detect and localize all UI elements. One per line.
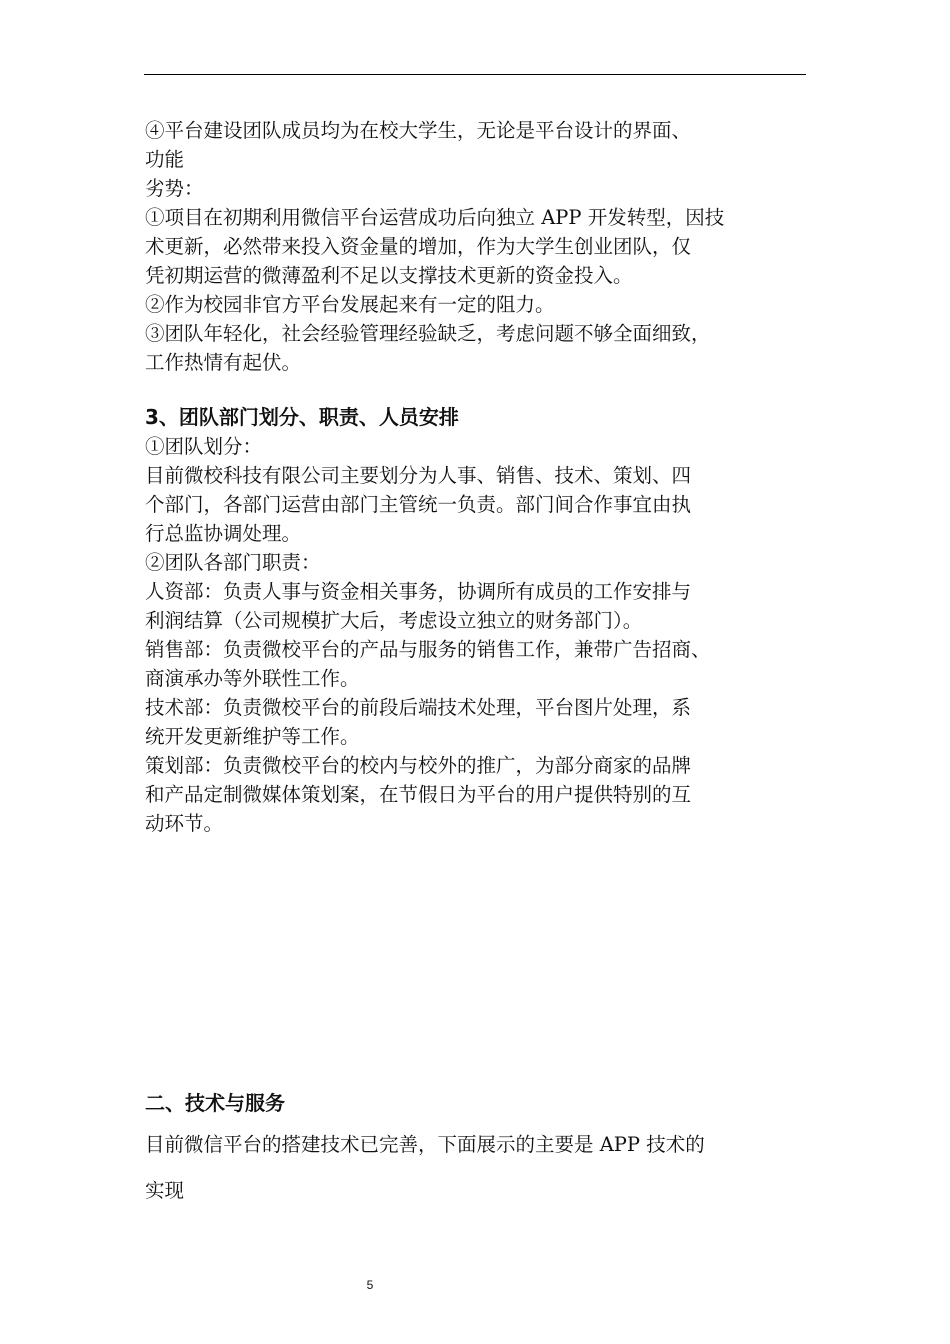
weakness-label: 劣势： bbox=[145, 177, 204, 200]
paragraph-line: 统开发更新维护等工作。 bbox=[145, 725, 360, 748]
paragraph-line: ①项目在初期利用微信平台运营成功后向独立 APP 开发转型，因技 bbox=[145, 206, 725, 229]
paragraph-line: ②团队各部门职责： bbox=[145, 551, 321, 574]
paragraph-line: 工作热情有起伏。 bbox=[145, 351, 302, 374]
paragraph-line: 动环节。 bbox=[145, 812, 224, 835]
paragraph-line: 功能 bbox=[145, 148, 185, 171]
section-2-heading: 二、技术与服务 bbox=[145, 1091, 285, 1115]
paragraph-line: ③团队年轻化，社会经验管理经验缺乏，考虑问题不够全面细致， bbox=[145, 322, 711, 345]
paragraph-line: 目前微校科技有限公司主要划分为人事、销售、技术、策划、四 bbox=[145, 464, 692, 487]
paragraph-line: 商演承办等外联性工作。 bbox=[145, 667, 360, 690]
paragraph-line: ④平台建设团队成员均为在校大学生，无论是平台设计的界面、 bbox=[145, 119, 692, 142]
paragraph-line: 销售部：负责微校平台的产品与服务的销售工作，兼带广告招商、 bbox=[145, 638, 711, 661]
paragraph-line: 人资部：负责人事与资金相关事务，协调所有成员的工作安排与 bbox=[145, 580, 692, 603]
paragraph-line: 凭初期运营的微薄盈利不足以支撑技术更新的资金投入。 bbox=[145, 264, 633, 287]
paragraph-line: 个部门，各部门运营由部门主管统一负责。部门间合作事宜由执 bbox=[145, 493, 692, 516]
strengths-weaknesses-block bbox=[145, 116, 815, 377]
section-3-heading: 3、团队部门划分、职责、人员安排 bbox=[145, 405, 459, 429]
paragraph-line: 行总监协调处理。 bbox=[145, 522, 302, 545]
paragraph-line: ①团队划分： bbox=[145, 435, 263, 458]
paragraph-line: 策划部：负责微校平台的校内与校外的推广，为部分商家的品牌 bbox=[145, 754, 692, 777]
paragraph-line: 利润结算（公司规模扩大后，考虑设立独立的财务部门）。 bbox=[145, 609, 643, 632]
tech-paragraph-line-2: 实现 bbox=[145, 1179, 185, 1202]
paragraph-line: ②作为校园非官方平台发展起来有一定的阻力。 bbox=[145, 293, 555, 316]
paragraph-line: 技术部：负责微校平台的前段后端技术处理，平台图片处理，系 bbox=[145, 696, 692, 719]
page-number: 5 bbox=[366, 1278, 374, 1292]
paragraph-line: 和产品定制微媒体策划案，在节假日为平台的用户提供特别的互 bbox=[145, 783, 692, 806]
paragraph-line: 术更新，必然带来投入资金量的增加，作为大学生创业团队，仅 bbox=[145, 235, 692, 258]
tech-paragraph-line-1: 目前微信平台的搭建技术已完善，下面展示的主要是 APP 技术的 bbox=[145, 1133, 705, 1156]
team-structure-block bbox=[145, 432, 815, 838]
header-rule bbox=[144, 74, 806, 75]
